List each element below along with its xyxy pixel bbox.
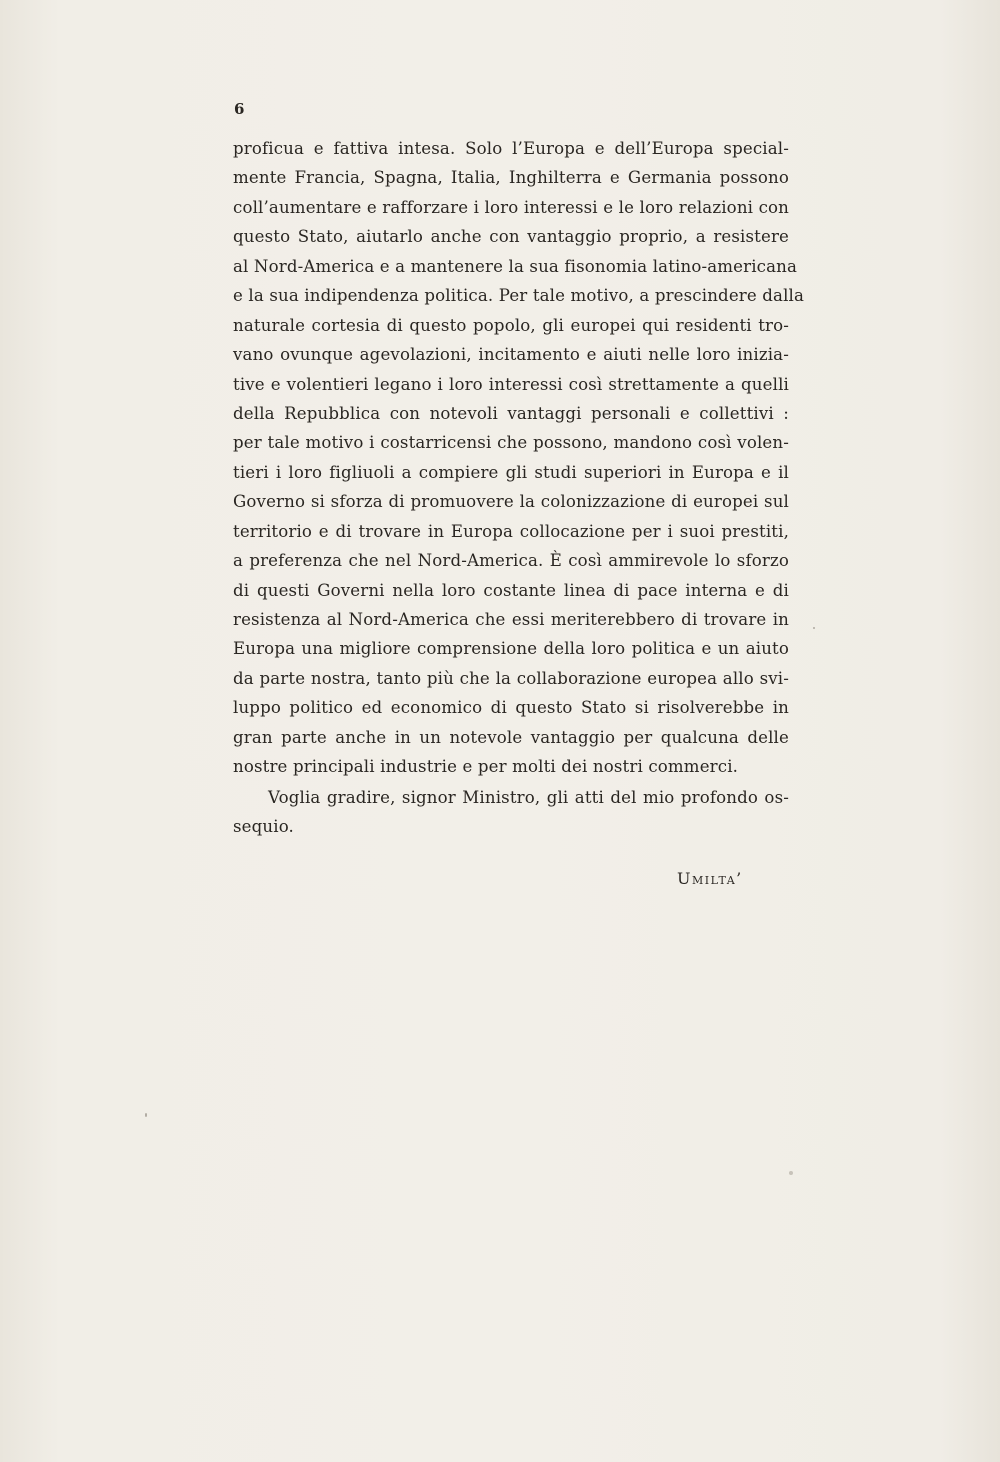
text-line: proficua e fattiva intesa. Solo l’Europa e dell’Europa special- [233, 139, 789, 158]
paper-speck [145, 1113, 147, 1117]
text-line: della Repubblica con notevoli vantaggi personali e collettivi : [233, 403, 789, 423]
text-line: da parte nostra, tanto più che la collaborazione europea allo svi- [233, 668, 789, 688]
text-line: per tale motivo i costarricensi che possono, mandono così volen- [233, 433, 789, 453]
text-line: vano ovunque agevolazioni, incitamento e aiuti nelle loro inizia- [233, 345, 789, 365]
text-line: di questi Governi nella loro costante linea di pace interna e di [233, 580, 789, 600]
text-line: sequio. [233, 817, 294, 837]
text-line: gran parte anche in un notevole vantaggio per qualcuna delle [233, 727, 789, 747]
paper-speck [789, 1171, 793, 1175]
text-line: luppo politico ed economico di questo Stato si risolverebbe in [233, 698, 789, 718]
text-line: Voglia gradire, signor Ministro, gli atti del mio profondo os- [268, 788, 789, 807]
signature: Umilta’ [677, 869, 743, 888]
text-line: mente Francia, Spagna, Italia, Inghilterra e Germania possono [233, 168, 789, 188]
text-line: Europa una migliore comprensione della loro politica e un aiuto [233, 639, 789, 659]
body-paragraph [233, 134, 805, 782]
text-line: coll’aumentare e rafforzare i loro interessi e le loro relazioni con [233, 197, 789, 217]
text-line: nostre principali industrie e per molti dei nostri commerci. [233, 757, 739, 777]
text-line: a preferenza che nel Nord-America. È così ammirevole lo sforzo [233, 551, 789, 571]
text-line: resistenza al Nord-America che essi meriterebbero di trovare in [233, 610, 789, 629]
text-line: naturale cortesia di questo popolo, gli europei qui residenti tro- [233, 315, 789, 335]
text-line: Governo si sforza di promuovere la colonizzazione di europei sul [233, 492, 789, 512]
text-line: e la sua indipendenza politica. Per tale motivo, a prescindere dalla [233, 286, 805, 306]
closing-paragraph [233, 783, 789, 842]
text-line: tieri i loro figliuoli a compiere gli studi superiori in Europa e il [233, 462, 789, 482]
paper-speck [813, 627, 815, 629]
text-line: tive e volentieri legano i loro interessi così strettamente a quelli [233, 374, 789, 394]
text-line: territorio e di trovare in Europa collocazione per i suoi prestiti, [233, 521, 789, 541]
text-line: al Nord-America e a mantenere la sua fisonomia latino-americana [233, 256, 798, 276]
page-number: 6 [234, 100, 245, 118]
text-line: questo Stato, aiutarlo anche con vantaggio proprio, a resistere [233, 227, 789, 247]
